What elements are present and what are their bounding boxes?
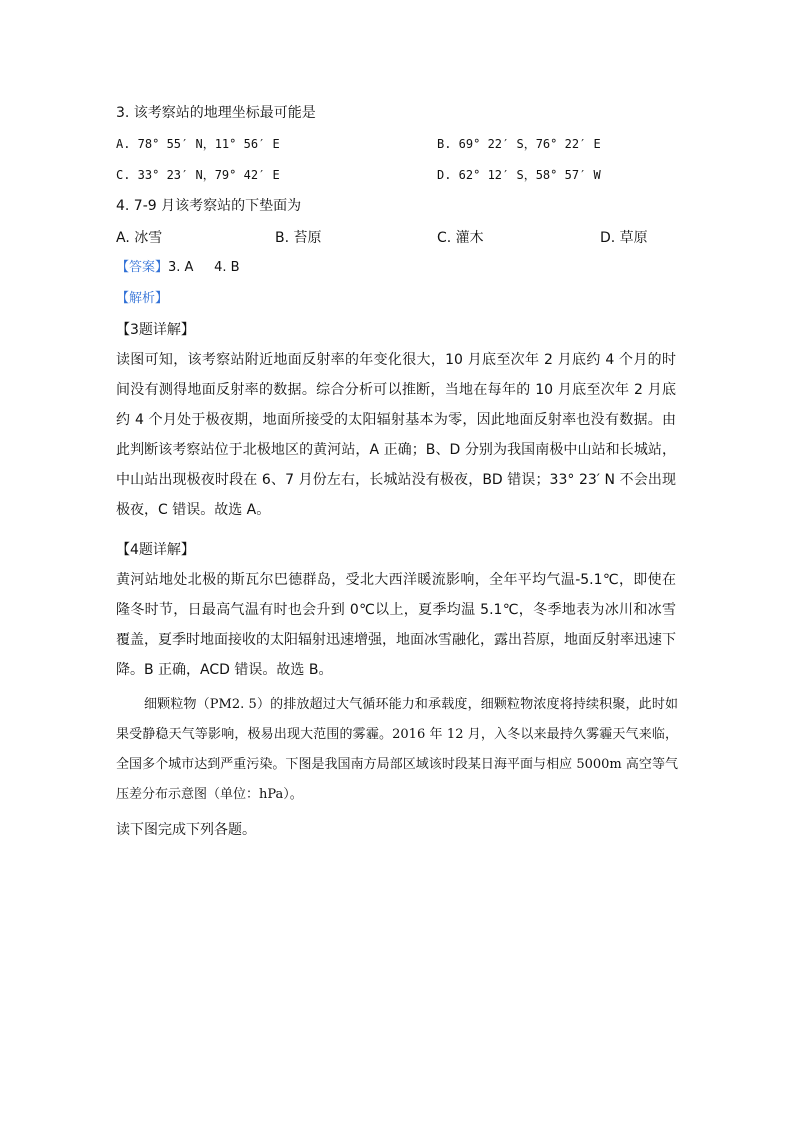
answer-text: 3. A 4. B: [168, 260, 240, 275]
question-3-option-b: B. 69° 22′ S，76° 22′ E: [437, 137, 601, 151]
question-3-option-c: C. 33° 23′ N，79° 42′ E: [116, 168, 280, 182]
answer-line: [116, 258, 240, 278]
question-4-option-d: D. 草原: [600, 230, 648, 246]
material-paragraph: 细颗粒物（PM2. 5）的排放超过大气循环能力和承载度，细颗粒物浓度将持续积聚，此时如果受静稳天气等影响，极易出现大范围的雾霾。2016 年 12 月，入冬以来最持久雾霾天气来临，全国多个城市达到严重污染。下图是我国南方局部区域该时段某日海平面与相应 5000m 高空等气压差分布示意图（单位：hPa）。: [116, 697, 678, 802]
question-3-stem: 3. 该考察站的地理坐标最可能是: [116, 105, 316, 121]
question-4-option-c: C. 灌木: [437, 230, 484, 246]
question-4-stem: 4. 7-9 月该考察站的下垫面为: [116, 198, 302, 214]
analysis-label: 【解析】: [116, 291, 169, 306]
detail-3-text: 读图可知，该考察站附近地面反射率的年变化很大，10 月底至次年 2 月底约 4 个月的时间没有测得地面反射率的数据。综合分析可以推断，当地在每年的 10 月底至次年 2 月底约 4 个月处于极夜期，地面所接受的太阳辐射基本为零，因此地面反射率也没有数据。由此判断该考察站位于北极地区的黄河站，A 正确；B、D 分别为我国南极中山站和长城站，中山站出现极夜时段在 6、7 月份左右，长城站没有极夜，BD 错误；33° 23′ N 不会出现极夜，C 错误。故选 A。: [116, 352, 676, 518]
question-4-option-b: B. 苔原: [275, 230, 322, 246]
question-3-option-a: A. 78° 55′ N，11° 56′ E: [116, 137, 280, 151]
instruction-line: 读下图完成下列各题。: [116, 822, 256, 838]
detail-3-heading: 【3题详解】: [116, 322, 195, 338]
answer-label: 【答案】: [116, 260, 169, 275]
detail-4-heading: 【4题详解】: [116, 542, 195, 558]
detail-4-text: 黄河站地处北极的斯瓦尔巴德群岛，受北大西洋暖流影响，全年平均气温-5.1℃，即使在隆冬时节，日最高气温有时也会升到 0℃以上，夏季均温 5.1℃，冬季地表为冰川和冰雪覆盖，夏季时地面接收的太阳辐射迅速增强，地面冰雪融化，露出苔原，地面反射率迅速下降。B 正确，ACD 错误。故选 B。: [116, 572, 676, 678]
question-3-option-d: D. 62° 12′ S，58° 57′ W: [437, 168, 601, 182]
question-4-option-a: A. 冰雪: [116, 230, 163, 246]
